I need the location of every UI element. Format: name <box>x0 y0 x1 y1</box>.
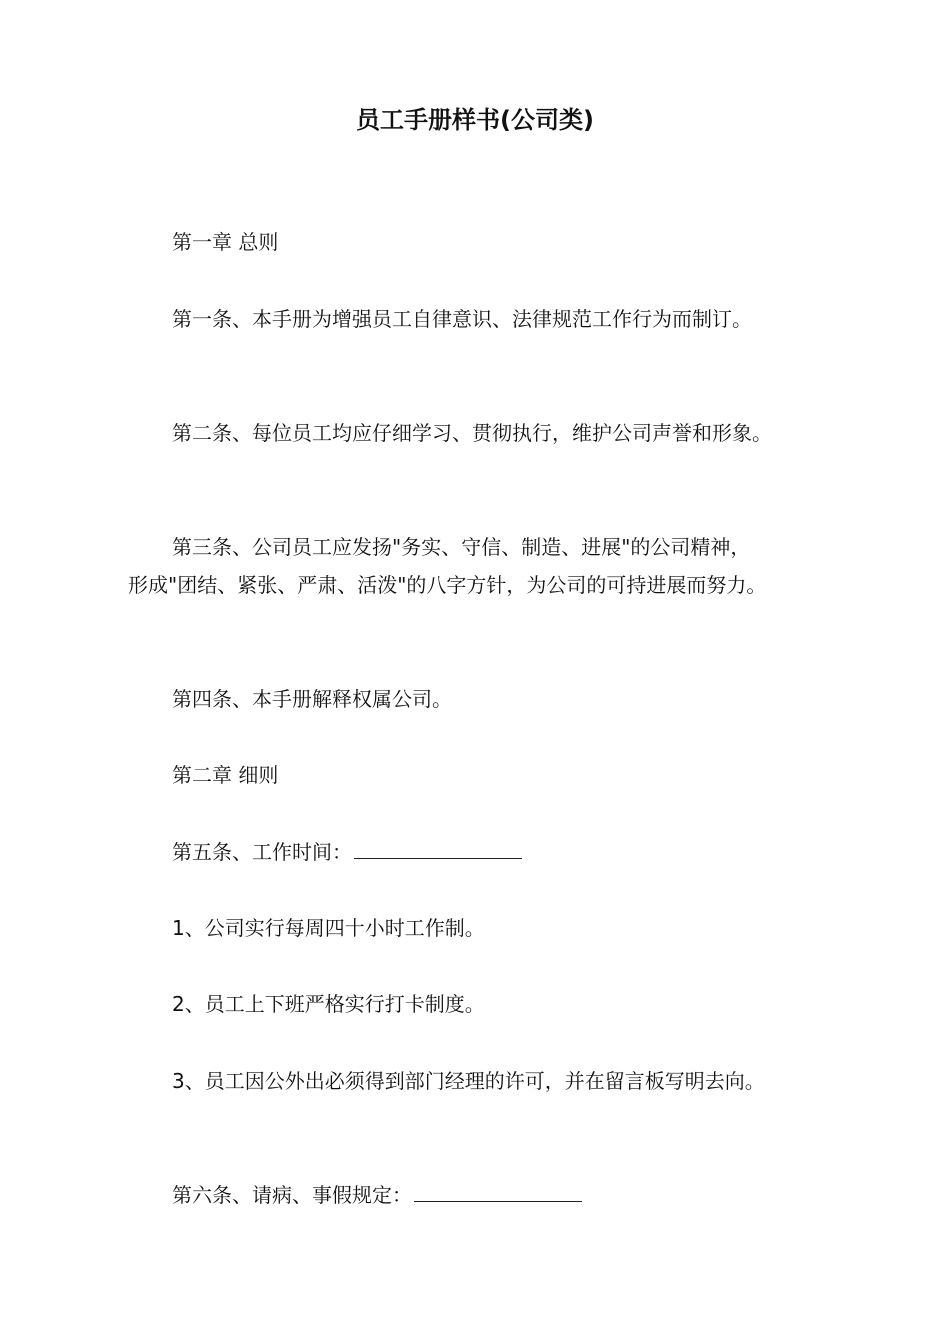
article-1: 第一条、本手册为增强员工自律意识、法律规范工作行为而制订。 <box>172 307 752 331</box>
article-5-item-1: 1、公司实行每周四十小时工作制。 <box>172 916 485 940</box>
article-6-label: 第六条、请病、事假规定： <box>172 1183 412 1207</box>
article-3-line-1: 第三条、公司员工应发扬"务实、守信、制造、进展"的公司精神， <box>172 535 751 559</box>
article-6 <box>172 1181 582 1209</box>
fill-in-blank-line <box>414 1183 582 1202</box>
article-4: 第四条、本手册解释权属公司。 <box>172 687 452 711</box>
article-2: 第二条、每位员工均应仔细学习、贯彻执行，维护公司声誉和形象。 <box>172 421 772 445</box>
article-5-item-3: 3、员工因公外出必须得到部门经理的许可，并在留言板写明去向。 <box>172 1069 765 1093</box>
fill-in-blank-line <box>354 840 522 859</box>
article-5 <box>172 838 522 866</box>
article-3-line-2: 形成"团结、紧张、严肃、活泼"的八字方针，为公司的可持进展而努力。 <box>128 573 767 597</box>
chapter-2-heading: 第二章 细则 <box>172 763 279 787</box>
chapter-1-heading: 第一章 总则 <box>172 230 279 254</box>
article-5-item-2: 2、员工上下班严格实行打卡制度。 <box>172 992 485 1016</box>
document-title: 员工手册样书(公司类) <box>356 106 594 134</box>
article-5-label: 第五条、工作时间： <box>172 840 352 864</box>
